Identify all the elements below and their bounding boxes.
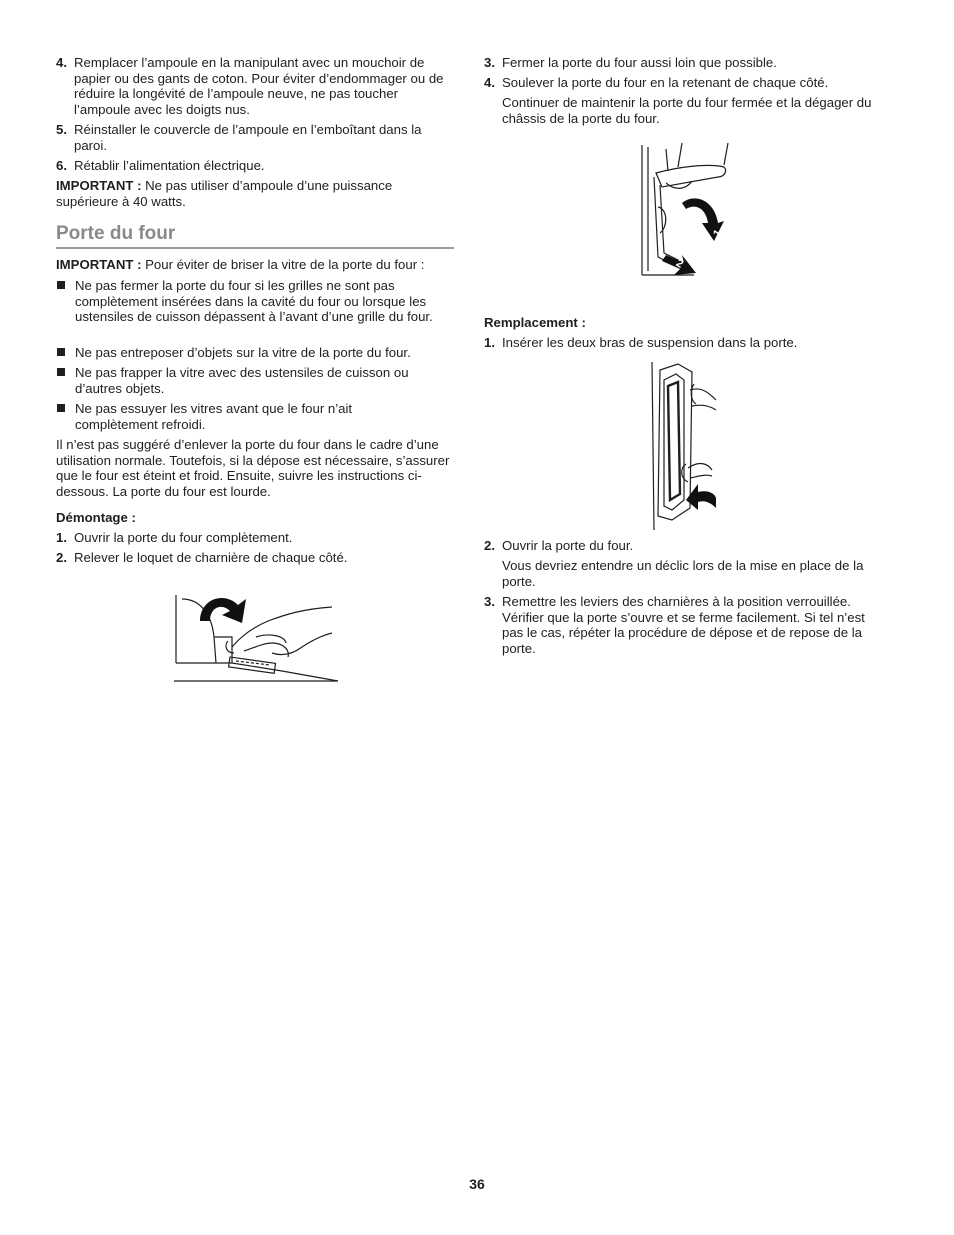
replacement-heading: Remplacement : xyxy=(484,315,586,330)
step-text: Fermer la porte du four aussi loin que possible. xyxy=(502,55,777,70)
step-text: Insérer les deux bras de suspension dans la porte. xyxy=(502,335,798,350)
arrow-label: 2 xyxy=(673,257,686,271)
important-label: IMPORTANT : xyxy=(56,178,142,193)
body-paragraph: Il n’est pas suggéré d’enlever la porte du four dans le cadre d’une utilisation normale. Toutefois, si la dépose est nécessaire, s’assurer que le four est éteint et froid. Ensuite, suivre les instructions ci-dessous. La porte du four est lourde. xyxy=(56,437,450,499)
step-text: Rétablir l’alimentation électrique. xyxy=(74,158,265,173)
step-number: 6. xyxy=(56,158,67,173)
bullet-square xyxy=(57,368,65,376)
hinge-latch-illustration xyxy=(172,577,340,685)
important-text: Ne pas utiliser d’ampoule d’une puissance supérieure à 40 watts. xyxy=(56,178,393,209)
step-text: Réinstaller le couvercle de l’ampoule en l’emboîtant dans la paroi. xyxy=(74,122,422,153)
step-text: Ouvrir la porte du four complètement. xyxy=(74,530,293,545)
lift-door-illustration xyxy=(638,137,738,279)
step-number: 4. xyxy=(56,55,67,70)
step-number: 4. xyxy=(484,75,495,90)
important-label: IMPORTANT : xyxy=(56,257,142,272)
bullet-square xyxy=(57,281,65,289)
bullet-text: Ne pas entreposer d’objets sur la vitre de la porte du four. xyxy=(75,345,411,360)
arrow-label: 1 xyxy=(711,227,725,240)
step-number: 1. xyxy=(484,335,495,350)
bullet-text: Ne pas frapper la vitre avec des ustensiles de cuisson ou d’autres objets. xyxy=(75,365,409,396)
step-number: 1. xyxy=(56,530,67,545)
bullet-text: Ne pas fermer la porte du four si les grilles ne sont pas complètement insérées dans la cavité du four ou lorsque les ustensiles de cuisson dépassent à l’avant d’une grille du four. xyxy=(75,278,433,325)
step-text: Remettre les leviers des charnières à la position verrouillée. Vérifier que la porte s’ouvre et se ferme facilement. Si tel n’est pas le cas, répéter la procédure de dépose et de repose de la porte. xyxy=(502,594,865,656)
insert-door-illustration xyxy=(648,360,720,532)
step-number: 3. xyxy=(484,55,495,70)
step-number: 2. xyxy=(484,538,495,553)
rotate-arrow-icon xyxy=(200,598,246,623)
important-note xyxy=(56,257,456,273)
important-text: Pour éviter de briser la vitre de la porte du four : xyxy=(141,257,425,272)
step-note: Vous devriez entendre un déclic lors de la mise en place de la porte. xyxy=(502,558,864,589)
section-title: Porte du four xyxy=(56,223,454,249)
bullet-square xyxy=(57,404,65,412)
page-number: 36 xyxy=(469,1176,485,1192)
step-number: 2. xyxy=(56,550,67,565)
step-text: Remplacer l’ampoule en la manipulant avec un mouchoir de papier ou des gants de coton. Pour éviter d’endommager ou de réduire la longévité de l’ampoule neuve, ne pas toucher l’ampoule avec les doigts nus. xyxy=(74,55,444,117)
step-note: Continuer de maintenir la porte du four fermée et la dégager du châssis de la porte du four. xyxy=(502,95,872,126)
step-text: Relever le loquet de charnière de chaque côté. xyxy=(74,550,348,565)
step-text: Soulever la porte du four en la retenant de chaque côté. xyxy=(502,75,829,90)
step-number: 3. xyxy=(484,594,495,609)
removal-heading: Démontage : xyxy=(56,510,136,525)
bullet-square xyxy=(57,348,65,356)
step-number: 5. xyxy=(56,122,67,137)
step-text: Ouvrir la porte du four. xyxy=(502,538,634,553)
bullet-text: Ne pas essuyer les vitres avant que le four n’ait complètement refroidi. xyxy=(75,401,353,432)
important-note xyxy=(56,178,431,209)
